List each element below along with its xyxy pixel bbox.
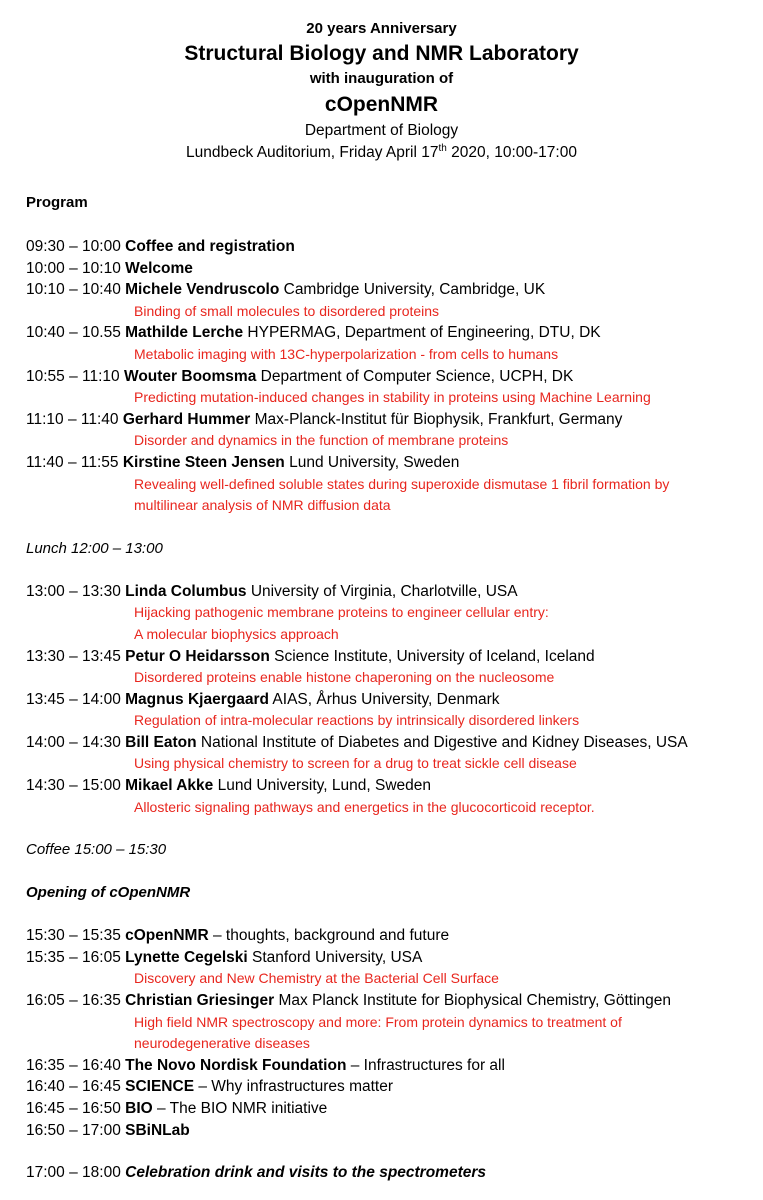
speaker-affiliation: Stanford University, USA: [247, 948, 423, 966]
talk-title: [26, 430, 756, 452]
anniversary-line: 20 years Anniversary: [306, 20, 457, 37]
session-time: 16:50 – 17:00: [26, 1121, 121, 1139]
speaker-name: Lynette Cegelski: [125, 948, 248, 966]
talk-title-line: Allosteric signaling pathways and energetics in the glucocorticoid receptor.: [134, 798, 595, 815]
event-header: [0, 18, 763, 164]
program-heading: Program: [26, 194, 88, 211]
session-time: 15:35 – 16:05: [26, 948, 121, 966]
speaker-name: Michele Vendruscolo: [125, 281, 280, 299]
speaker-name: Mathilde Lerche: [125, 324, 244, 342]
session-entry: [26, 409, 756, 452]
session-entry: [26, 1076, 756, 1098]
session-time: 16:40 – 16:45: [26, 1078, 121, 1096]
session-time: 14:00 – 14:30: [26, 733, 121, 751]
closing-session: [26, 1162, 756, 1184]
talk-title-line: Metabolic imaging with 13C-hyperpolarization - from cells to humans: [134, 345, 559, 362]
session-time: 09:30 – 10:00: [26, 238, 121, 255]
speaker-name: Magnus Kjaergaard: [125, 690, 269, 708]
talk-title: [26, 301, 756, 323]
closing-label: Celebration drink and visits to the spectrometers: [125, 1164, 487, 1182]
venue-text: Lundbeck Auditorium, Friday April 17: [186, 144, 439, 161]
speaker-affiliation: – Infrastructures for all: [346, 1056, 505, 1074]
talk-title: [26, 968, 756, 990]
session-time: 13:45 – 14:00: [26, 690, 121, 708]
department-line: Department of Biology: [304, 122, 459, 139]
session-entry: [26, 1098, 756, 1120]
opening-heading: Opening of cOpenNMR: [26, 884, 191, 902]
session-time: 14:30 – 15:00: [26, 777, 121, 795]
session-time: 13:30 – 13:45: [26, 647, 121, 665]
venue-superscript: th: [438, 142, 447, 154]
speaker-affiliation: National Institute of Diabetes and Digestive and Kidney Diseases, USA: [196, 733, 688, 751]
talk-title: [26, 602, 756, 645]
session-line: [26, 279, 756, 301]
session-entry: [26, 732, 756, 775]
talk-title-line: Discovery and New Chemistry at the Bacterial Cell Surface: [134, 970, 499, 987]
speaker-affiliation: Max-Planck-Institut für Biophysik, Frankfurt, Germany: [250, 410, 623, 428]
copennmr-title: cOpenNMR: [324, 93, 439, 116]
session-entry: [26, 775, 756, 818]
talk-title-line: Disorder and dynamics in the function of membrane proteins: [134, 432, 509, 449]
speaker-name: Gerhard Hummer: [122, 410, 251, 428]
talk-title-line: High field NMR spectroscopy and more: From protein dynamics to treatment of: [134, 1013, 622, 1030]
speaker-affiliation: Lund University, Sweden: [284, 453, 460, 471]
session-time: 10:10 – 10:40: [26, 281, 121, 299]
speaker-name: Coffee and registration: [125, 238, 295, 255]
session-entry: [26, 990, 756, 1055]
speaker-name: Christian Griesinger: [125, 992, 275, 1010]
session-line: [26, 732, 756, 754]
coffee-break: Coffee 15:00 – 15:30: [26, 841, 167, 859]
speaker-name: SBiNLab: [125, 1121, 190, 1139]
session-time: 13:00 – 13:30: [26, 582, 121, 600]
talk-title-line: Binding of small molecules to disordered proteins: [134, 302, 440, 319]
talk-title-line: Using physical chemistry to screen for a drug to treat sickle cell disease: [134, 755, 577, 772]
session-line: [26, 1120, 756, 1142]
session-entry: [26, 1055, 756, 1077]
talk-title: [26, 797, 756, 819]
session-time: 17:00 – 18:00: [26, 1164, 121, 1182]
session-line: [26, 689, 756, 711]
speaker-name: Linda Columbus: [125, 582, 247, 600]
talk-title: [26, 1012, 756, 1055]
lab-title: Structural Biology and NMR Laboratory: [184, 42, 579, 65]
speaker-name: Petur O Heidarsson: [125, 647, 270, 665]
talk-title: [26, 344, 756, 366]
speaker-affiliation: Lund University, Lund, Sweden: [213, 777, 432, 795]
session-entry: [26, 366, 756, 409]
talk-title: [26, 753, 756, 775]
session-line: [26, 646, 756, 668]
session-time: 16:35 – 16:40: [26, 1056, 121, 1074]
inauguration-line: with inauguration of: [309, 70, 454, 87]
talk-title-line: neurodegenerative diseases: [134, 1035, 310, 1052]
program: [26, 192, 756, 1184]
session-line: [26, 947, 756, 969]
session-line: [26, 925, 756, 947]
speaker-name: cOpenNMR: [125, 927, 209, 945]
session-line: [26, 236, 756, 258]
talk-title: [26, 667, 756, 689]
lunch-break: Lunch 12:00 – 13:00: [26, 539, 163, 557]
speaker-name: BIO: [125, 1100, 153, 1117]
talk-title-line: multilinear analysis of NMR diffusion data: [134, 497, 391, 514]
talk-title: [26, 474, 756, 517]
session-entry: [26, 581, 756, 646]
talk-title: [26, 710, 756, 732]
speaker-affiliation: HYPERMAG, Department of Engineering, DTU, DK: [243, 324, 601, 342]
speaker-affiliation: AIAS, Århus University, Denmark: [268, 690, 500, 708]
talk-title-line: Predicting mutation-induced changes in stability in proteins using Machine Learning: [134, 389, 651, 406]
session-entry: [26, 452, 756, 517]
speaker-affiliation: Science Institute, University of Iceland, Iceland: [269, 647, 595, 665]
talk-title-line: Revealing well-defined soluble states during superoxide dismutase 1 fibril formation by: [134, 475, 670, 492]
session-time: 10:55 – 11:10: [26, 367, 120, 385]
session-entry: [26, 258, 756, 280]
speaker-name: Kirstine Steen Jensen: [122, 453, 285, 471]
session-line: [26, 1162, 756, 1184]
session-entry: [26, 925, 756, 947]
session-entry: [26, 947, 756, 990]
speaker-affiliation: Max Planck Institute for Biophysical Chemistry, Göttingen: [274, 992, 671, 1010]
session-time: 11:40 – 11:55: [26, 453, 119, 471]
speaker-affiliation: – Why infrastructures matter: [194, 1078, 394, 1096]
session-line: [26, 1098, 756, 1120]
session-line: [26, 258, 756, 280]
speaker-name: The Novo Nordisk Foundation: [125, 1056, 347, 1074]
session-line: [26, 322, 756, 344]
talk-title-line: Regulation of intra-molecular reactions by intrinsically disordered linkers: [134, 712, 580, 729]
session-entry: [26, 689, 756, 732]
session-time: 15:30 – 15:35: [26, 927, 121, 945]
session-line: [26, 990, 756, 1012]
session-time: 11:10 – 11:40: [26, 410, 119, 428]
venue-line: [0, 142, 763, 164]
session-line: [26, 409, 756, 431]
session-line: [26, 581, 756, 603]
opening-sessions: [26, 925, 756, 1141]
speaker-name: Wouter Boomsma: [123, 367, 257, 385]
session-line: [26, 1076, 756, 1098]
talk-title-line: Disordered proteins enable histone chaperoning on the nucleosome: [134, 669, 555, 686]
afternoon-sessions: [26, 581, 756, 819]
speaker-name: Mikael Akke: [125, 777, 214, 795]
morning-sessions: [26, 236, 756, 517]
session-line: [26, 1055, 756, 1077]
session-line: [26, 775, 756, 797]
speaker-affiliation: – The BIO NMR initiative: [152, 1100, 328, 1117]
session-entry: [26, 279, 756, 322]
session-time: 16:45 – 16:50: [26, 1100, 121, 1117]
session-time: 10:40 – 10.55: [26, 324, 121, 342]
talk-title-line: A molecular biophysics approach: [134, 625, 339, 642]
session-entry: [26, 646, 756, 689]
talk-title-line: Hijacking pathogenic membrane proteins to engineer cellular entry:: [134, 604, 549, 621]
session-entry: [26, 1120, 756, 1142]
session-entry: [26, 236, 756, 258]
speaker-affiliation: Cambridge University, Cambridge, UK: [279, 281, 546, 299]
session-time: 10:00 – 10:10: [26, 259, 121, 277]
session-line: [26, 452, 756, 474]
talk-title: [26, 387, 756, 409]
speaker-affiliation: University of Virginia, Charlotville, USA: [246, 582, 518, 600]
speaker-name: Bill Eaton: [125, 733, 197, 751]
speaker-name: SCIENCE: [125, 1078, 195, 1096]
speaker-affiliation: Department of Computer Science, UCPH, DK: [256, 367, 574, 385]
speaker-affiliation: – thoughts, background and future: [208, 927, 450, 945]
venue-date-time: 2020, 10:00-17:00: [446, 144, 577, 161]
session-time: 16:05 – 16:35: [26, 992, 121, 1010]
session-entry: [26, 322, 756, 365]
session-line: [26, 366, 756, 388]
speaker-name: Welcome: [125, 259, 193, 277]
